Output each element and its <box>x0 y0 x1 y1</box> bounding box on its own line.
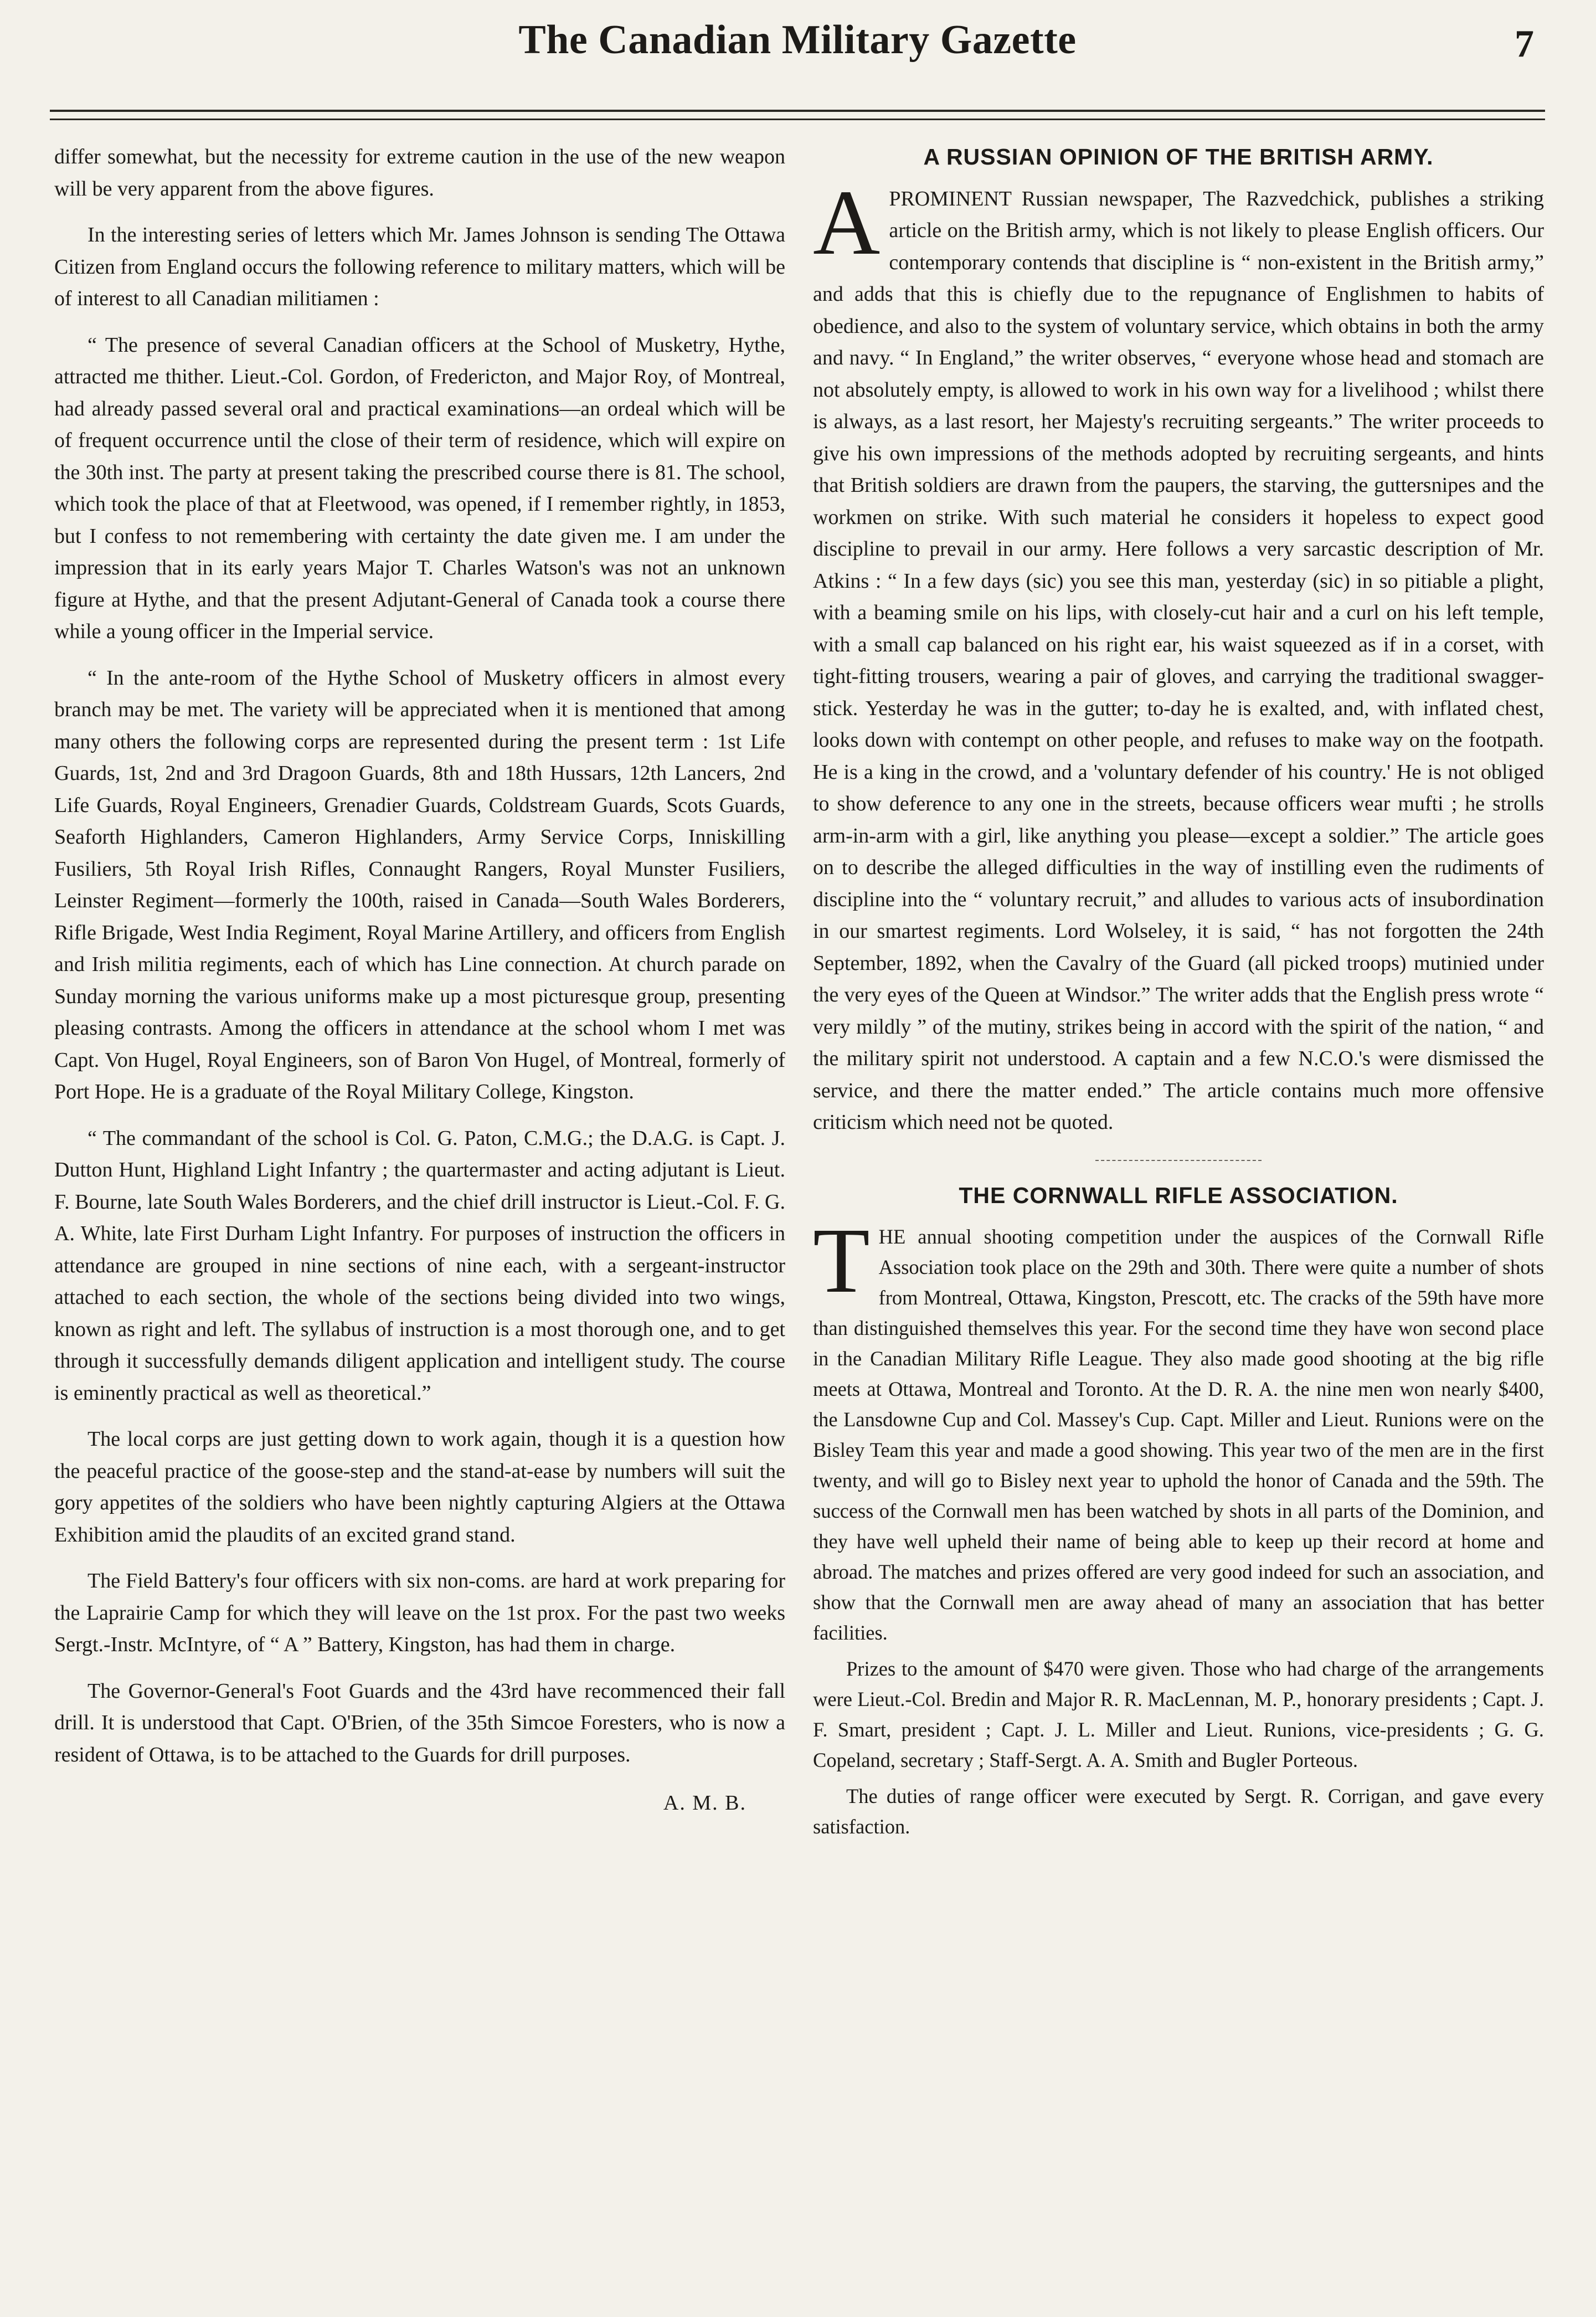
paragraph: “ The presence of several Canadian officers at the School of Musketry, Hythe, attracted me thither. Lieut.-Col. Gordon, of Fredericton, and Major Roy, of Montreal, had already passed several oral and practical examinations—an ordeal which will be of frequent occurrence until the close of their term of residence, which will expire on the 30th inst. The party at present taking the prescribed course there is 81. The school, which took the place of that at Fleetwood, was opened, if I remember rightly, in 1853, but I confess to not remembering with certainty the date given me. I am under the impression that in its early years Major T. Charles Watson's was not an unknown figure at Hythe, and that the present Adjutant-General of Canada took a course there while a young officer in the Imperial service. <box>54 333 785 643</box>
paragraph: The duties of range officer were executed by Sergt. R. Corrigan, and gave every satisfaction. <box>813 1785 1544 1838</box>
header-rule <box>50 110 1545 112</box>
page-number: 7 <box>1515 23 1534 65</box>
paragraph: In the interesting series of letters which Mr. James Johnson is sending The Ottawa Citizen from England occurs the following reference to military matters, which will be of interest to all Canadian militiamen : <box>54 223 785 310</box>
paragraph <box>813 1209 1544 1648</box>
drop-cap: A <box>813 171 881 274</box>
paragraph: The Field Battery's four officers with six non-coms. are hard at work preparing for the Laprairie Camp for which they will leave on the 1st prox. For the past two weeks Sergt.-Instr. McIntyre, of “ A ” Battery, Kingston, has had them in charge. <box>54 1569 785 1656</box>
left-column <box>54 141 785 1820</box>
paragraph: The Governor-General's Foot Guards and the 43rd have recommenced their fall drill. It is understood that Capt. O'Brien, of the 35th Simcoe Foresters, who is now a resident of Ottawa, is to be attached to the Guards for drill purposes. <box>54 1679 785 1766</box>
paragraph: “ In the ante-room of the Hythe School of Musketry officers in almost every branch may be met. The variety will be appreciated when it is mentioned that among many others the following corps are represented during the present term : 1st Life Guards, 1st, 2nd and 3rd Dragoon Guards, 8th and 18th Hussars, 12th Lancers, 2nd Life Guards, Royal Engineers, Grenadier Guards, Coldstream Guards, Scots Guards, Seaforth Highlanders, Cameron Highlanders, Army Service Corps, Inniskilling Fusiliers, 5th Royal Irish Rifles, Connaught Rangers, Royal Munster Fusiliers, Leinster Regiment—formerly the 100th, raised in Canada—South Wales Borderers, Rifle Brigade, West India Regiment, Royal Marine Artillery, and officers from English and Irish militia regiments, each of which has Line connection. At church parade on Sunday morning the various uniforms make up a most picturesque group, presenting pleasing contrasts. Among the officers in attendance at the school whom I met was Capt. Von Hugel, Royal Engineers, son of Baron Von Hugel, of Montreal, formerly of Port Hope. He is a graduate of the Royal Military College, Kingston. <box>54 666 785 1103</box>
paragraph: “ The commandant of the school is Col. G. Paton, C.M.G.; the D.A.G. is Capt. J. Dutton Hunt, Highland Light Infantry ; the quartermaster and acting adjutant is Lieut. F. Bourne, late South Wales Borderers, and the chief drill instructor is Lieut.-Col. F. G. A. White, late First Durham Light Infantry. For purposes of instruction the officers in attendance are grouped in nine sections of nine each, with a sergeant-instructor attached to each section, the whole of the sections being divided into two wings, known as right and left. The syllabus of instruction is a most thorough one, and to get through it successfully demands diligent application and intelligent study. The course is eminently practical as well as theoretical.” <box>54 1126 785 1405</box>
article-text: PROMINENT Russian newspaper, The Razvedchick, publishes a striking article on the British army, which is not likely to please English officers. Our contemporary contends that discipline is “ non-existent in the British army,” and adds that this is chiefly due to the repugnance of Englishmen to habits of obedience, and also to the system of voluntary service, which obtains in both the army and navy. “ In England,” the writer observes, “ everyone whose head and stomach are not absolutely empty, is allowed to work in his own way for a livelihood ; whilst there is always, as a last resort, her Majesty's recruiting sergeants.” The writer proceeds to give his own impressions of the methods adopted by recruiting sergeants, and hints that British soldiers are drawn from the paupers, the starving, the guttersnipes and the workmen on strike. With such material he considers it hopeless to expect good discipline to prevail in our army. Here follows a very sarcastic description of Mr. Atkins : “ In a few days (sic) you see this man, yesterday (sic) in so pitiable a plight, with a beaming smile on his lips, with closely-cut hair and a curl on his left temple, with a small cap balanced on his right ear, his waist squeezed as if in a corset, with tight-fitting trousers, wearing a pair of gloves, and carrying the traditional swagger-stick. Yesterday he was in the gutter; to-day he is exalted, and, with inflated chest, looks down with contempt on other people, and refuses to make way on the footpath. He is a king in the crowd, and a 'voluntary defender of his country.' He is not obliged to show deference to any one in the streets, because officers wear mufti ; he strolls arm-in-arm with a girl, like anything you please—except a soldier.” The article goes on to describe the alleged difficulties in the way of instilling even the rudiments of discipline into the “ voluntary recruit,” and alludes to various acts of insubordination in our smartest regiments. Lord Wolseley, it is said, “ has not forgotten the 24th September, 1892, when the Cavalry of the Guard (all picked troops) mutinied under the very eyes of the Queen at Windsor.” The writer adds that the English press wrote “ very mildly ” of the mutiny, strikes being in accord with the spirit of the nation, “ and the military spirit not understood. A captain and a few N.C.O.'s were dismissed the service, and there the matter ended.” The article contains much more offensive criticism which need not be quoted. <box>813 187 1544 1134</box>
paragraph: The local corps are just getting down to work again, though it is a question how the peaceful practice of the goose-step and the stand-at-ease by numbers will suit the gory appetites of the soldiers who have been nightly capturing Algiers at the Ottawa Exhibition amid the plaudits of an excited grand stand. <box>54 1427 785 1547</box>
page-header <box>50 17 1545 111</box>
header-rule-lower <box>50 119 1545 120</box>
article-separator <box>1095 1160 1262 1161</box>
article-headline: THE CORNWALL RIFLE ASSOCIATION. <box>959 1182 1398 1208</box>
paragraph: differ somewhat, but the necessity for extreme caution in the use of the new weapon will be very apparent from the above figures. <box>54 145 785 201</box>
article-body <box>813 1209 1544 1842</box>
article-headline: A RUSSIAN OPINION OF THE BRITISH ARMY. <box>923 144 1434 169</box>
masthead-title: The Canadian Military Gazette <box>518 17 1077 63</box>
article-body <box>813 171 1544 1139</box>
paragraph: Prizes to the amount of $470 were given. Those who had charge of the arrangements were Lieut.-Col. Bredin and Major R. R. MacLennan, M. P., honorary presidents ; Capt. J. F. Smart, president ; Capt. J. L. Miller and Lieut. Runions, vice-presidents ; G. G. Copeland, secretary ; Staff-Sergt. A. A. Smith and Bugler Porteous. <box>813 1657 1544 1771</box>
article-text: HE annual shooting competition under the auspices of the Cornwall Rifle Association took place on the 29th and 30th. There were quite a number of shots from Montreal, Ottawa, Kingston, Prescott, etc. The cracks of the 59th have more than distinguished themselves this year. For the second time they have won second place in the Canadian Military Rifle League. They also made good shooting at the big rifle meets at Ottawa, Montreal and Toronto. At the D. R. A. the nine men won nearly $400, the Lansdowne Cup and Col. Massey's Cup. Capt. Miller and Lieut. Runions were on the Bisley Team this year and made a good showing. This year two of the men are in the first twenty, and will go to Bisley next year to uphold the honor of Canada and the 59th. The success of the Cornwall men has been watched by shots in all parts of the Dominion, and they have well upheld their name of being able to keep up their record at home and abroad. The matches and prizes offered are very good indeed for such an association, and show that the Cornwall men are away ahead of many an association that has better facilities. <box>813 1225 1544 1644</box>
drop-cap: T <box>813 1209 870 1312</box>
author-signature: A. M. B. <box>663 1791 746 1815</box>
right-column <box>813 141 1544 1847</box>
